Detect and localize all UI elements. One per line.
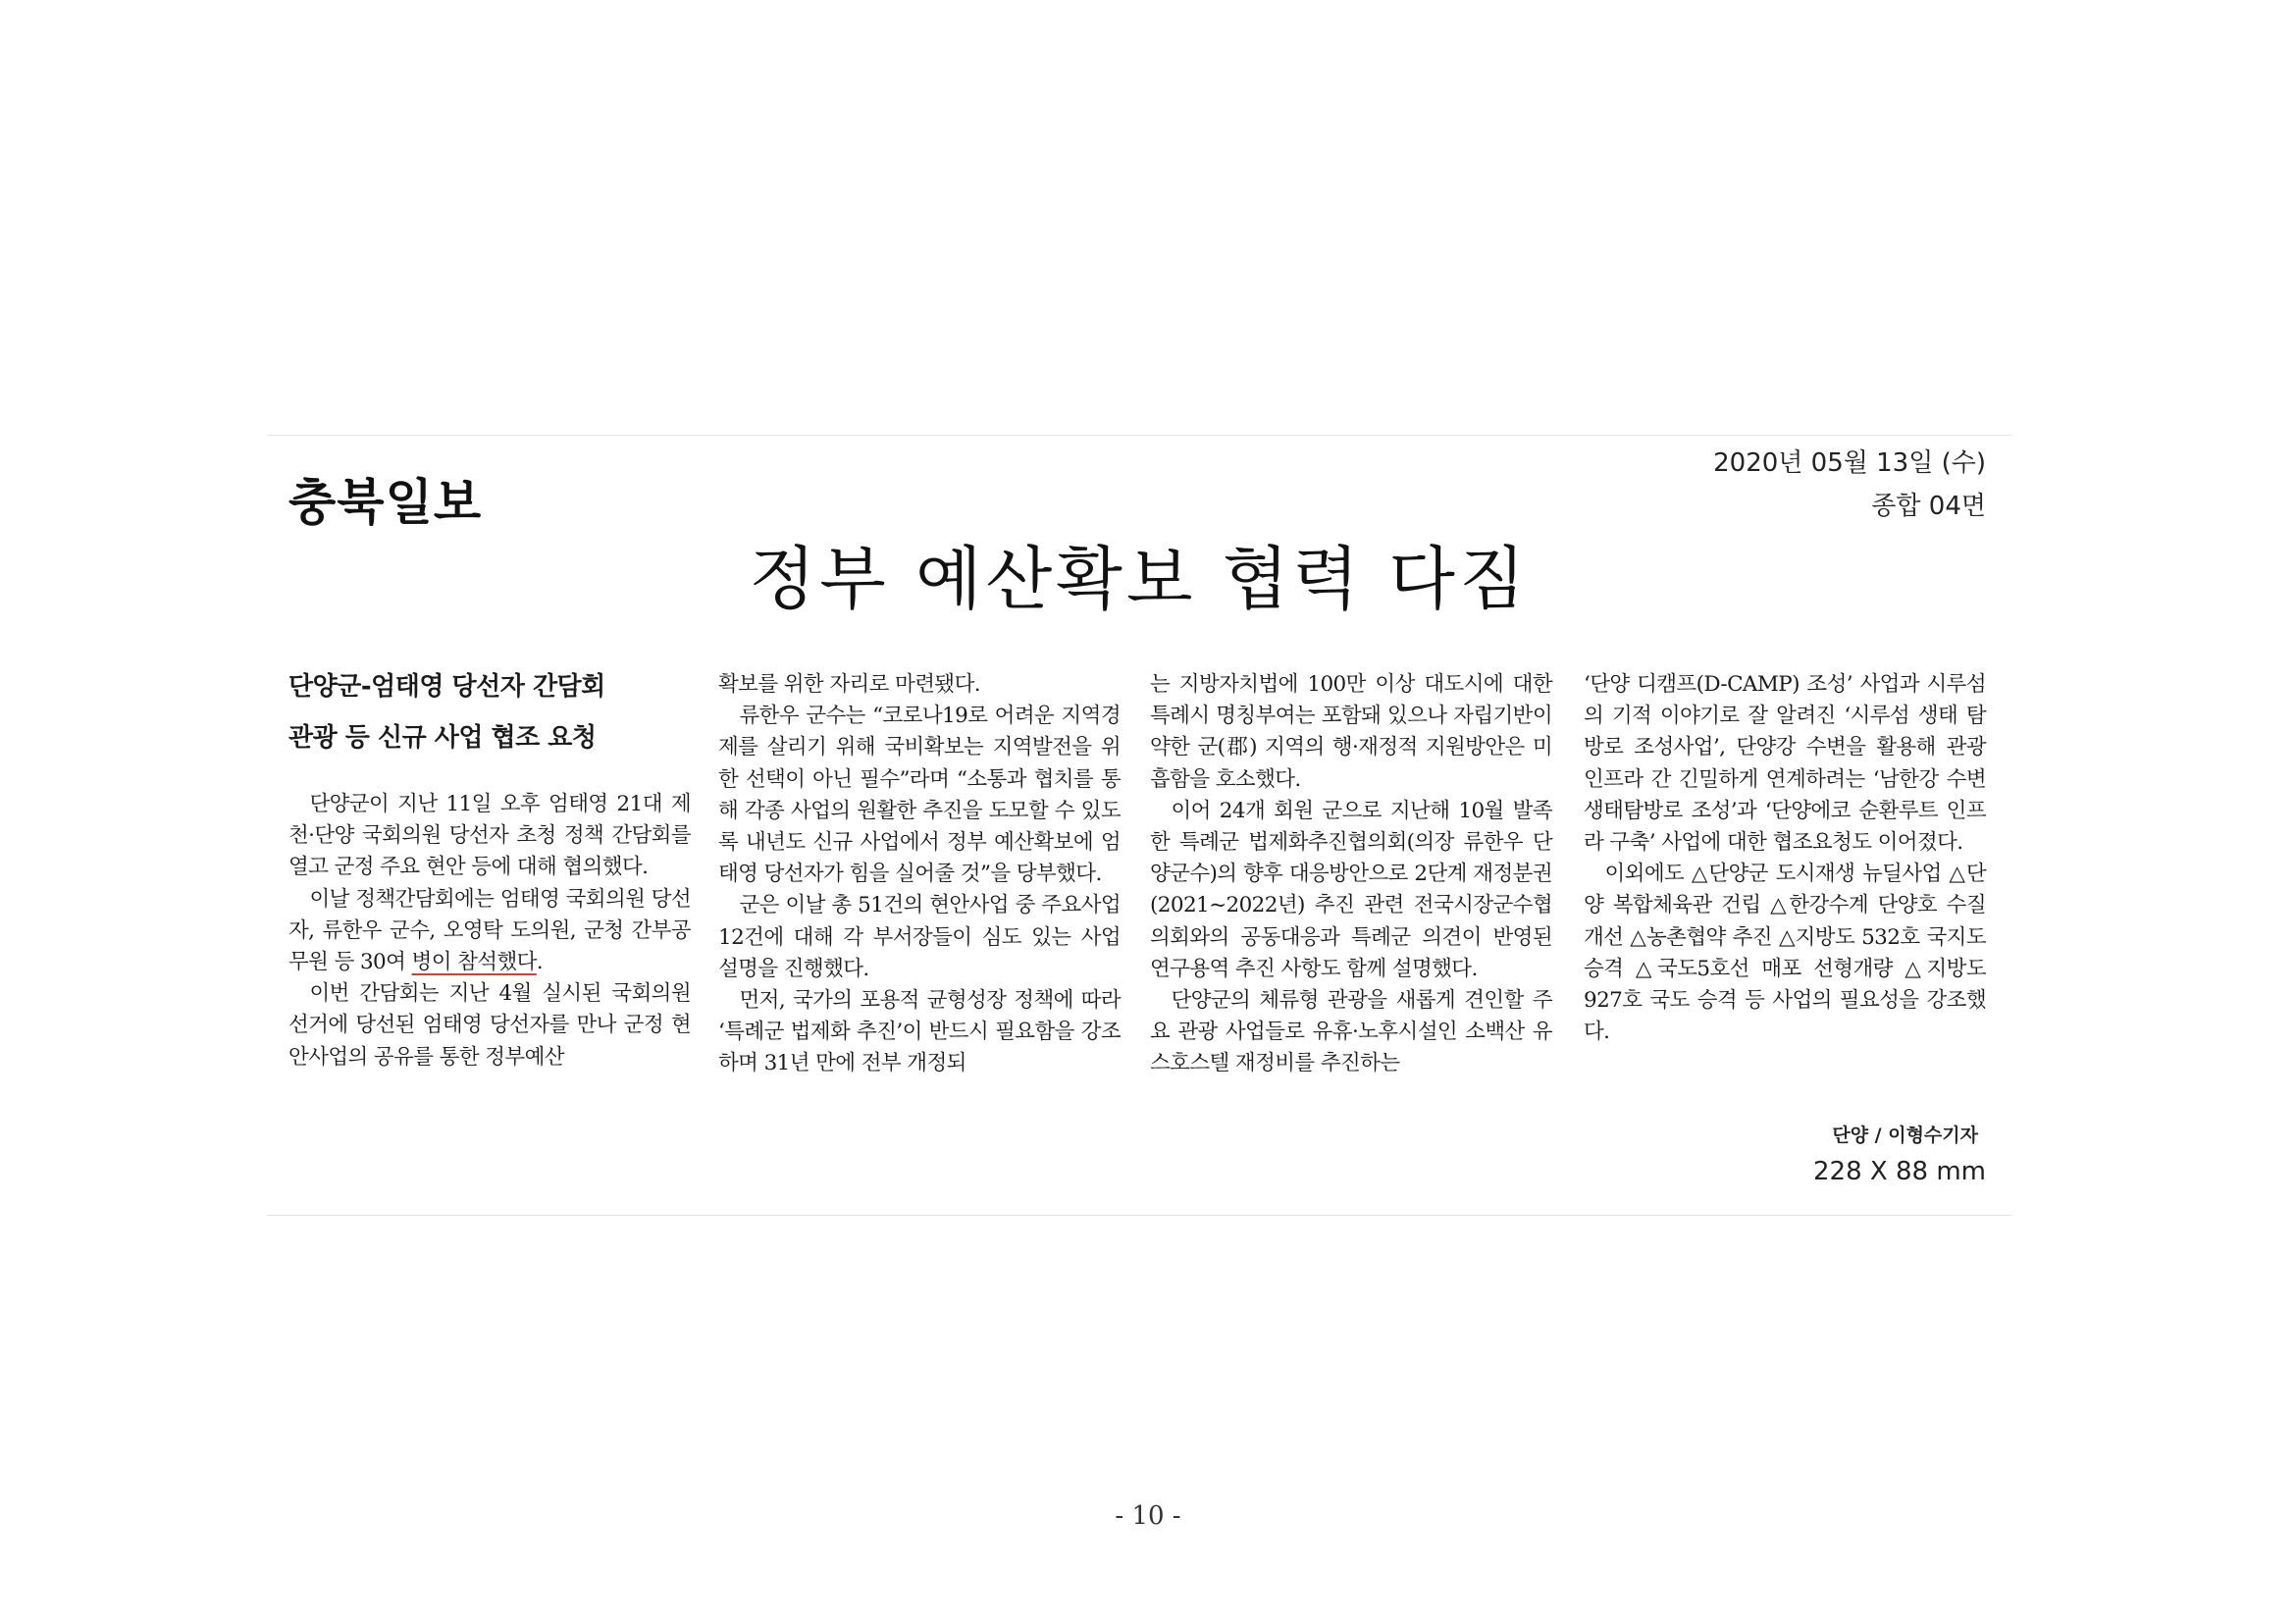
paragraph-continued: ‘단양 디캠프(D-CAMP) 조성’ 사업과 시루섬의 기적 이야기로 잘 알려진 ‘시루섬 생태 탐방로 조성사업’, 단양강 수변을 활용해 관광 인프라 간 긴밀하게 연계하려는 ‘남한강 수변 생태탐방로 조성’과 ‘단양에코 순환루트 인프라 구축’ 사업에 대한 협조요청도 이어졌다. [1584,672,1986,856]
paragraph: 단양군의 체류형 관광을 새롭게 견인할 주요 관광 사업들로 유휴·노후시설인 소백산 유스호스텔 재정비를 추진하는 [1150,988,1552,1076]
article-headline: 정부 예산확보 협력 다짐 [749,539,1530,619]
article-column-4 [1584,669,1986,1048]
article-column-2 [718,669,1121,1080]
article-subhead [288,661,691,763]
paragraph-continued: 는 지방자치법에 100만 이상 대도시에 대한 특례시 명칭부여는 포함돼 있으나 자립기반이 약한 군(郡) 지역의 행·재정적 지원방안은 미흡함을 호소했다. [1150,672,1552,792]
paragraph-continued: 확보를 위한 자리로 마련됐다. [718,672,980,697]
paragraph: 류한우 군수는 “코로나19로 어려운 지역경제를 살리기 위해 국비확보는 지역발전을 위한 선택이 아닌 필수”라며 “소통과 협치를 통해 각종 사업의 원활한 추진을 도모할 수 있도록 내년도 신규 사업에서 정부 예산확보에 엄태영 당선자가 힘을 실어줄 것”을 당부했다. [718,704,1121,887]
paragraph: 단양군이 지난 11일 오후 엄태영 21대 제천·단양 국회의원 당선자 초청 정책 간담회를 열고 군정 주요 현안 등에 대해 협의했다. [288,792,691,880]
paragraph: 군은 이날 총 51건의 현안사업 중 주요사업 12건에 대해 각 부서장들이 심도 있는 사업 설명을 진행했다. [718,893,1121,981]
byline: 단양 / 이형수기자 [1832,1125,1978,1146]
newspaper-clipping [267,435,2011,1216]
subhead-line-1: 단양군-엄태영 당선자 간담회 [288,672,605,702]
article-column-1 [288,669,691,1073]
publication-date: 2020년 05월 13일 (수) [1713,448,1986,478]
paragraph: 이외에도 △단양군 도시재생 뉴딜사업 △단양 복합체육관 건립 △한강수계 단양호 수질개선 △농촌협약 추진 △지방도 532호 국지도 승격 △국도5호선 매포 선형개량 △지방도 927호 국도 승격 등 사업의 필요성을 강조했다. [1584,862,1986,1045]
subhead-line-2: 관광 등 신규 사업 협조 요청 [288,723,597,753]
paragraph-text: . [536,950,544,975]
paragraph [288,884,691,979]
paragraph: 이어 24개 회원 군으로 지난해 10월 발족한 특례군 법제화추진협의회(의장 류한우 단양군수)의 향후 대응방안으로 2단계 재정분권(2021~2022년) 추진 관련 전국시장군수협의회와의 공동대응과 특례군 의견이 반영된 연구용역 추진 사항도 함께 설명했다. [1150,798,1552,981]
underlined-text: 병이 참석했다 [411,950,537,975]
newspaper-masthead: 충북일보 [288,474,483,531]
paragraph: 이번 간담회는 지난 4월 실시된 국회의원 선거에 당선된 엄태영 당선자를 만나 군정 현안사업의 공유를 통한 정부예산 [288,981,691,1070]
clipping-size: 228 X 88 mm [1813,1157,1986,1186]
paragraph-text: 이날 정책간담회에는 엄태영 국회의원 당선자, 류한우 군수, 오영탁 도의원, 군청 간부공무원 등 30여 [288,886,691,975]
dateline [1713,442,1986,528]
paragraph: 먼저, 국가의 포용적 균형성장 정책에 따라 ‘특례군 법제화 추진’이 반드시 필요함을 강조하며 31년 만에 전부 개정되 [718,988,1121,1076]
page-number: - 10 - [1115,1501,1181,1531]
section-page: 종합 04면 [1871,492,1986,521]
article-column-3 [1150,669,1552,1080]
